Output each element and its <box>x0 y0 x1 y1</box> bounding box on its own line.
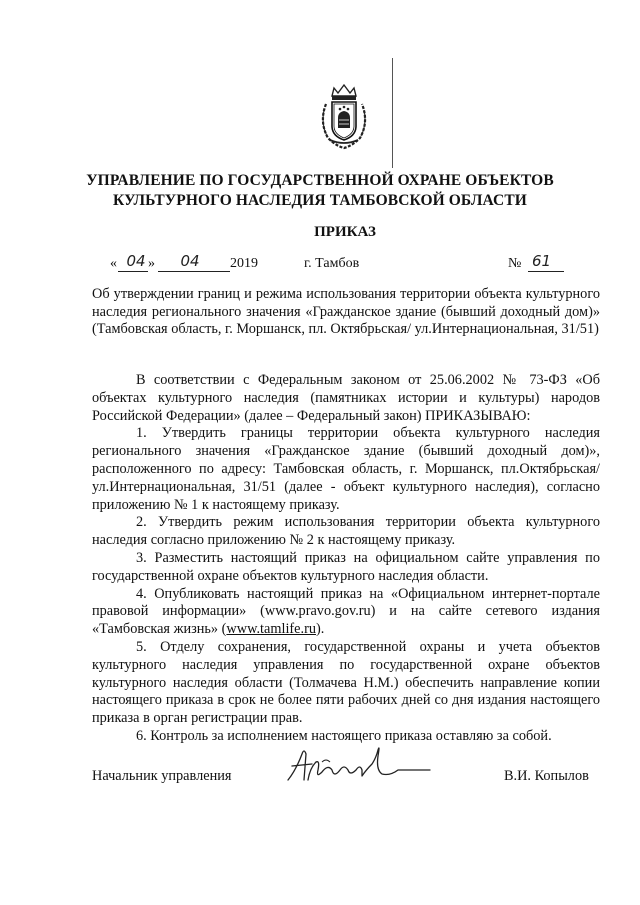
organization-name-line1: УПРАВЛЕНИЕ ПО ГОСУДАРСТВЕННОЙ ОХРАНЕ ОБЪЕКТОВ <box>86 172 554 189</box>
order-preamble: В соответствии с Федеральным законом от 25.06.2002 № 73-ФЗ «Об объектах культурного наследия (памятниках истории и культуры) народов Российской Федерации» (далее – Федеральный закон) ПРИКАЗЫВАЮ: <box>92 372 600 424</box>
order-number-handwritten: 61 <box>532 252 552 270</box>
order-item-5: 5. Отделу сохранения, государственной охраны и учета объектов культурного наследия управления по государственной охране объектов культурного наследия области (Толмачева Н.М.) обеспечить направление копии настоящего приказа в срок не более пяти рабочих дней со дня издания настоящего приказа в орган регистрации прав. <box>92 638 600 727</box>
order-item-4-tail: ). <box>316 621 325 638</box>
date-month-handwritten: 04 <box>180 252 200 270</box>
order-number-underline <box>528 271 564 272</box>
tamlife-link[interactable]: www.tamlife.ru <box>226 621 317 638</box>
date-quote-close: » <box>148 256 155 271</box>
date-day-handwritten: 04 <box>126 252 146 270</box>
order-item-4-text: 4. Опубликовать настоящий приказ на «Официальном интернет-портале правовой информации» (www.pravo.gov.ru) и на сайте сетевого издания «Тамбовская жизнь» ( <box>92 585 600 638</box>
order-item-6: 6. Контроль за исполнением настоящего приказа оставляю за собой. <box>136 727 552 744</box>
organization-name <box>60 171 580 211</box>
tambov-coat-of-arms-icon <box>316 82 372 150</box>
signatory-name: В.И. Копылов <box>504 768 589 784</box>
date-quote-open: « <box>110 256 117 271</box>
document-type-title: ПРИКАЗ <box>314 224 376 240</box>
order-item-1: 1. Утвердить границы территории объекта культурного наследия регионального значения «Гражданское здание (бывший доходный дом)», расположенного по адресу: Тамбовская область, г. Моршанск, пл.Октябрьская/ул.Интернациональная, 31/51 (далее - объект культурного наследия), согласно приложению № 1 к настоящему приказу. <box>92 425 600 513</box>
vertical-divider-line <box>392 58 393 168</box>
date-day-underline <box>118 271 148 272</box>
order-number-label: № <box>508 256 522 271</box>
order-subject: Об утверждении границ и режима использования территории объекта культурного наследия регионального значения «Гражданское здание (бывший доходный дом)» (Тамбовская область, г. Моршанск, пл. Октябрьская/ ул.Интернациональная, 31/51) <box>92 286 600 337</box>
date-year: 2019 <box>230 256 258 271</box>
date-month-underline <box>158 271 230 272</box>
handwritten-signature-icon <box>282 740 432 792</box>
signatory-position: Начальник управления <box>92 768 232 784</box>
organization-name-line2: КУЛЬТУРНОГО НАСЛЕДИЯ ТАМБОВСКОЙ ОБЛАСТИ <box>113 192 527 209</box>
order-item-2: 2. Утвердить режим использования территории объекта культурного наследия согласно приложению № 2 к настоящему приказу. <box>92 514 600 549</box>
order-item-4 <box>92 586 600 639</box>
order-item-3: 3. Разместить настоящий приказ на официальном сайте управления по государственной охране объектов культурного наследия области. <box>92 549 600 584</box>
order-body <box>92 372 600 746</box>
issue-city: г. Тамбов <box>304 256 360 271</box>
